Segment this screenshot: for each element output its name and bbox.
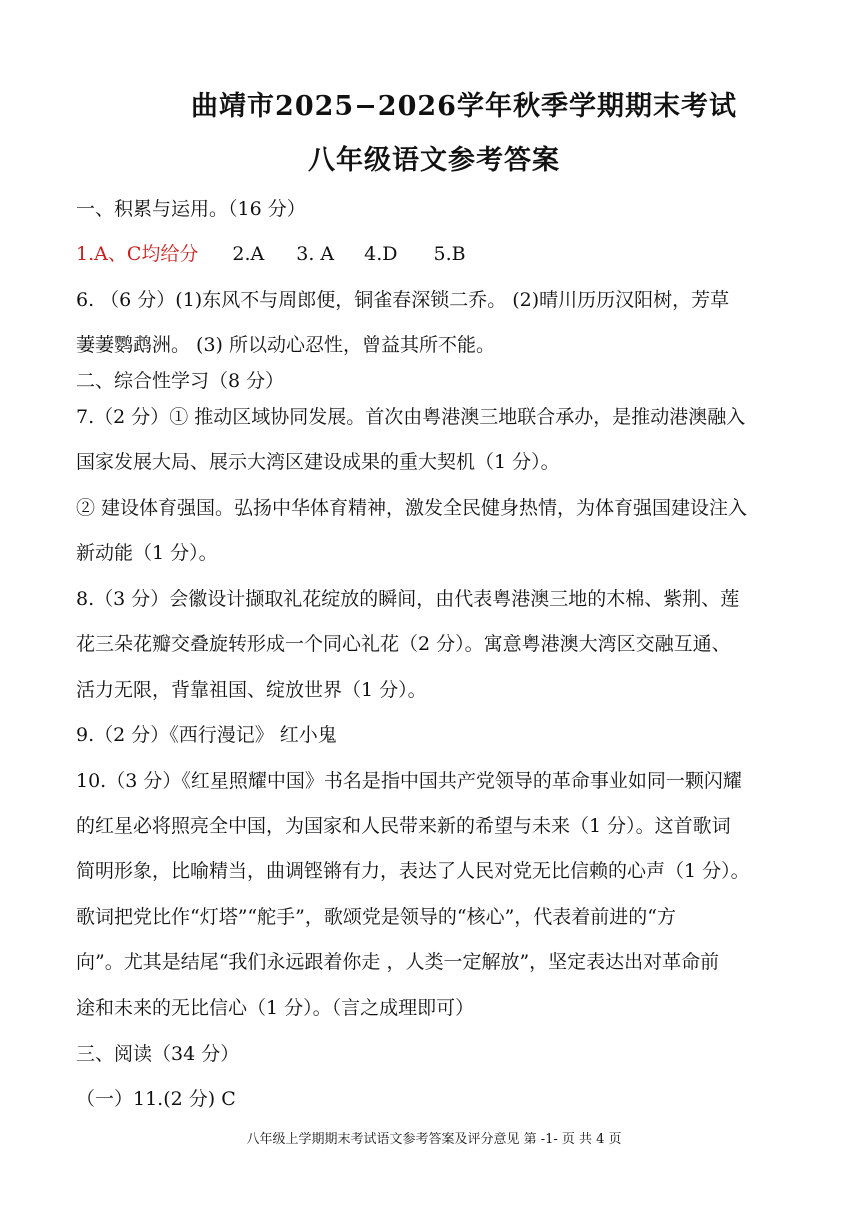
document-title: 曲靖市2025−2026学年秋季学期期末考试: [191, 91, 737, 122]
answer-11: （一）11.(2 分) C: [76, 1088, 236, 1110]
section-heading: 一、积累与运用。（16 分）: [76, 198, 306, 220]
answer-9: 9.（2 分）《西行漫记》 红小鬼: [76, 724, 337, 746]
answer-7-line: 国家发展大局、展示大湾区建设成果的重大契机（1 分）。: [76, 451, 560, 473]
answer-10-line: 向”。尤其是结尾“我们永远跟着你走 ，人类一定解放”，坚定表达出对革命前: [76, 951, 720, 973]
answer-1: 1.A、C均给分: [76, 243, 199, 265]
page-footer: 八年级上学期期末考试语文参考答案及评分意见 第 -1- 页 共 4 页: [246, 1132, 622, 1147]
answer-3: 3. A: [296, 243, 335, 265]
answer-10-line: 的红星必将照亮全中国，为国家和人民带来新的希望与未来（1 分）。这首歌词: [76, 815, 731, 837]
answer-8-line: 花三朵花瓣交叠旋转形成一个同心礼花（2 分）。寓意粤港澳大湾区交融互通、: [76, 633, 731, 655]
answer-2: 2.A: [232, 243, 265, 265]
answer-10-line: 歌词把党比作“灯塔”“舵手”，歌颂党是领导的“核心”，代表着前进的“方: [76, 906, 676, 928]
answer-8-line: 活力无限，背靠祖国、绽放世界（1 分）。: [76, 679, 427, 701]
answer-6-line: 6. （6 分）(1)东风不与周郎便，铜雀春深锁二乔。 (2)晴川历历汉阳树，芳草: [76, 289, 730, 311]
answer-10-line: 简明形象，比喻精当，曲调铿锵有力，表达了人民对党无比信赖的心声（1 分）。: [76, 860, 750, 882]
answer-4: 4.D: [364, 243, 398, 265]
answer-7-line: 新动能（1 分）。: [76, 542, 218, 564]
document-subtitle: 八年级语文参考答案: [308, 145, 560, 176]
answer-5: 5.B: [433, 243, 466, 265]
answer-6-line: 萋萋鹦鹉洲。 (3) 所以动心忍性，曾益其所不能。: [76, 334, 495, 356]
section-heading: 三、阅读（34 分）: [76, 1043, 240, 1065]
answer-10-line: 途和未来的无比信心（1 分）。（言之成理即可）: [76, 997, 475, 1019]
answer-7-line: 7.（2 分）① 推动区域协同发展。首次由粤港澳三地联合承办，是推动港澳融入: [76, 406, 746, 428]
answer-7-line: ② 建设体育强国。弘扬中华体育精神，激发全民健身热情，为体育强国建设注入: [76, 497, 748, 519]
answer-10-line: 10.（3 分）《红星照耀中国》书名是指中国共产党领导的革命事业如同一颗闪耀: [76, 770, 742, 792]
section-heading: 二、综合性学习（8 分）: [76, 370, 285, 392]
answer-8-line: 8.（3 分）会徽设计撷取礼花绽放的瞬间，由代表粤港澳三地的木棉、紫荆、莲: [76, 588, 740, 610]
answers-1-5: [76, 242, 466, 266]
